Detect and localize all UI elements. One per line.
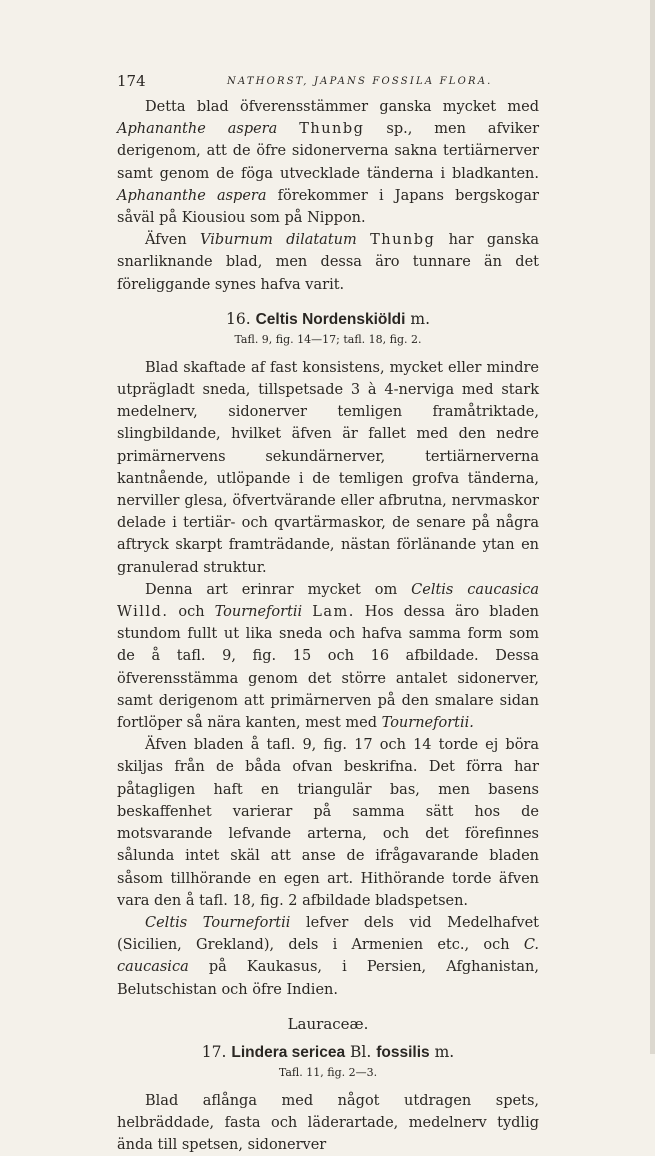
family-heading: Lauraceæ. xyxy=(287,1014,369,1033)
page-body xyxy=(117,96,539,1156)
text: Hos dessa äro bladen stundom fullt ut lika sneda och hafva samma form som de å tafl. 9, fig. 15 och 16 afbildade. Dessa öfverensstämma genom det större antalet sidonerver, samt derigenom att primärnerven på den smalare sidan fortlöper så nära kanten, mest med xyxy=(117,604,539,732)
species-name: Lindera sericea xyxy=(231,1043,346,1061)
paragraph-viburnum xyxy=(117,229,539,296)
page-header xyxy=(117,72,537,92)
section-heading-16 xyxy=(117,308,539,331)
text: och xyxy=(168,604,215,621)
paragraph-aphananthe xyxy=(117,96,539,229)
text: Denna art erinrar mycket om xyxy=(145,581,412,598)
species-name: Celtis Nordenskiöldi xyxy=(255,310,406,328)
paragraph-description-lindera: Blad aflånga med något utdragen spets, helbräddade, fasta och läderartade, medelnerv tydlig ända till spetsen, sidonerver xyxy=(117,1092,539,1154)
paragraph-leaves-celtis: Äfven bladen å tafl. 9, fig. 17 och 14 torde ej böra skiljas från de båda ofvan beskrifna. Det förra har påtagligen haft en triangulär bas, men basens beskaffenhet varierar på samma sätt hos de motsvarande lefvande arterna, och det förefinnes sålunda intet skäl att anse de ifrågavarande bladen såsom tillhörande en egen art. Hithörande torde äfven vara den å tafl. 18, fig. 2 afbildade bladspetsen. xyxy=(117,737,539,909)
author-abbrev: Bl. xyxy=(350,1042,372,1061)
text: Detta blad öfverensstämmer ganska mycket med xyxy=(145,99,539,115)
text xyxy=(357,232,370,248)
page-edge xyxy=(650,0,655,1054)
section-heading-17 xyxy=(117,1041,539,1064)
text xyxy=(302,604,312,620)
section-number: 17. xyxy=(201,1042,227,1061)
taxon-name: Tournefortii xyxy=(214,604,303,621)
plate-reference-17: Tafl. 11, fig. 2—3. xyxy=(278,1065,378,1079)
taxon-name: Aphananthe aspera xyxy=(117,121,278,138)
taxon-name: Aphananthe aspera xyxy=(117,187,267,204)
taxon-name: Celtis Tournefortii xyxy=(145,914,291,931)
page-number: 174 xyxy=(117,72,146,90)
section-number: 16. xyxy=(225,309,251,328)
author-name: Thunbg xyxy=(299,121,365,138)
text: Äfven xyxy=(145,232,201,249)
taxon-name: Celtis caucasica xyxy=(411,581,539,598)
author-abbrev: m. xyxy=(434,1042,455,1061)
text: har ganska snarliknande blad, men dessa äro tunnare än det föreliggande synes hafva varit. xyxy=(117,232,539,293)
author-name: Thunbg xyxy=(370,232,436,249)
author-abbrev: m. xyxy=(410,309,431,328)
text: förekommer i Japans bergskogar såväl på Kiousiou som på Nippon. xyxy=(117,187,539,227)
text xyxy=(277,121,299,137)
species-epithet: fossilis xyxy=(376,1043,430,1061)
taxon-name: Viburnum dilatatum xyxy=(200,232,357,249)
running-title: NATHORST, JAPANS FOSSILA FLORA. xyxy=(227,76,493,87)
paragraph-description-celtis: Blad skaftade af fast konsistens, mycket eller mindre utprägladt sneda, tillspetsade 3 à 4-nerviga med stark medelnerv, sidonerver temligen framåtriktade, slingbildande, hvilket äfven är fallet med den nedre primärnervens sekundärnerver, tertiärnerverna kantnående, utlöpande i de temligen grofva tänderna, nerviller glesa, öfvertvärande eller afbrutna, nervmaskor delade i tertiär- och qvartärmaskor, de senare på några aftryck skarpt framträdande, nästan förlänande ytan en granulerad struktur. xyxy=(117,359,539,576)
author-name: Willd. xyxy=(117,604,169,621)
text: lefver dels vid Medelhafvet (Sicilien, Grekland), dels i Armenien etc., och xyxy=(117,914,539,954)
paragraph-comparison-celtis xyxy=(117,579,539,734)
text: sp., men afviker derigenom, att de öfre sidonerverna sakna tertiärnerver samt genom de föga utvecklade tänderna i bladkanten. xyxy=(117,121,540,182)
taxon-name: C. caucasica xyxy=(117,937,539,976)
taxon-name: Tournefortii. xyxy=(381,715,474,732)
author-name: Lam. xyxy=(312,604,355,621)
text: på Kaukasus, i Persien, Afghanistan, Belutschistan och öfre Indien. xyxy=(117,959,539,998)
paragraph-distribution-celtis xyxy=(117,912,539,1001)
plate-reference-16: Tafl. 9, fig. 14—17; tafl. 18, fig. 2. xyxy=(234,332,422,346)
